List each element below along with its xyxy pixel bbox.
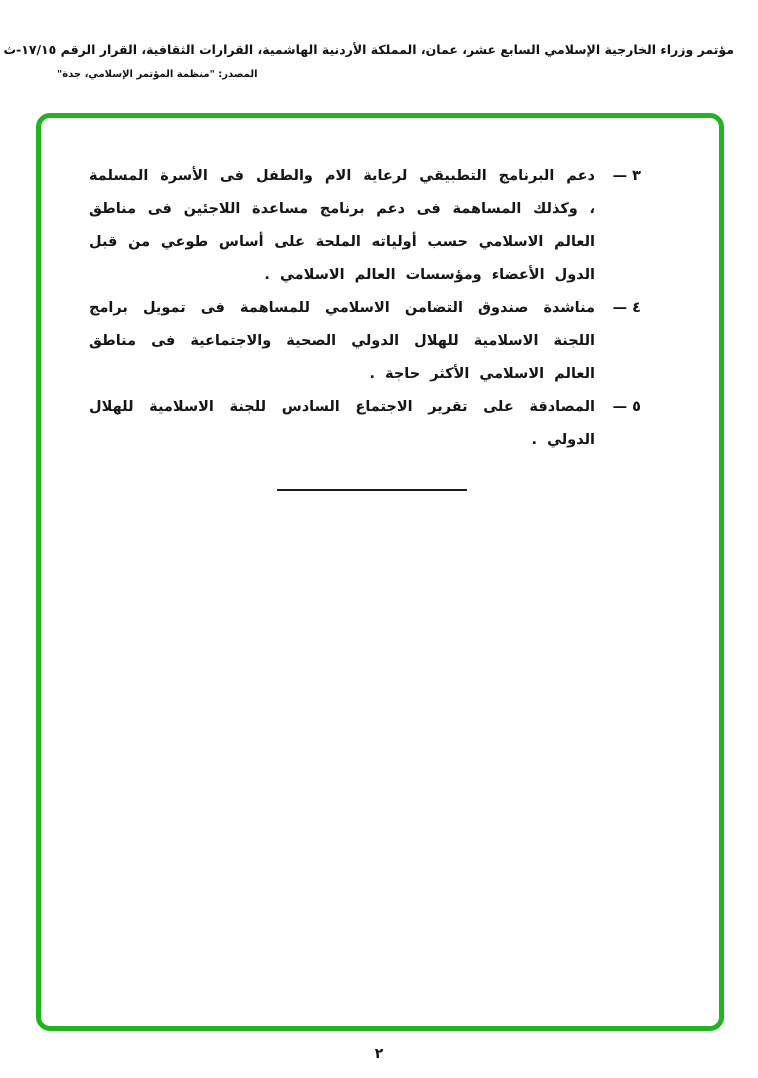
document-footer (0, 1043, 758, 1062)
item-number: ٤ — (612, 300, 641, 316)
header-source: المصدر: "منظمة المؤتمر الإسلامي، جدة" (57, 69, 258, 80)
item-text: المصادقة على تقرير الاجتماع السادس للجنة الاسلامية للهلال الدولي . (89, 399, 595, 448)
page-number: ٢ (374, 1046, 384, 1062)
document-content (41, 118, 719, 491)
list-item (89, 391, 641, 457)
item-number: ٥ — (612, 399, 641, 415)
header-title: مؤتمر وزراء الخارجية الإسلامي السابع عشر، عمان، المملكة الأردنية الهاشمية، القرارات الثقافية، القرار الرقم ١٧/١٥-ث (3, 42, 734, 57)
list-item (89, 292, 641, 391)
item-number: ٣ — (612, 168, 641, 184)
item-text: مناشدة صندوق التضامن الاسلامي للمساهمة فى تمويل برامج اللجنة الاسلامية للهلال الدولي الصحية والاجتماعية فى مناطق العالم الاسلامي الأكثر حاجة . (89, 300, 595, 382)
item-text: دعم البرنامج التطبيقي لرعاية الام والطفل فى الأسرة المسلمة ، وكذلك المساهمة فى دعم برنامج مساعدة اللاجئين فى مناطق العالم الاسلامي حسب أولياته الملحة على أساس طوعي من قبل الدول الأعضاء ومؤسسات العالم الاسلامي . (89, 168, 595, 283)
list-item (89, 160, 641, 292)
green-frame (36, 113, 724, 1031)
divider-line (277, 489, 467, 491)
document-header (0, 0, 758, 80)
